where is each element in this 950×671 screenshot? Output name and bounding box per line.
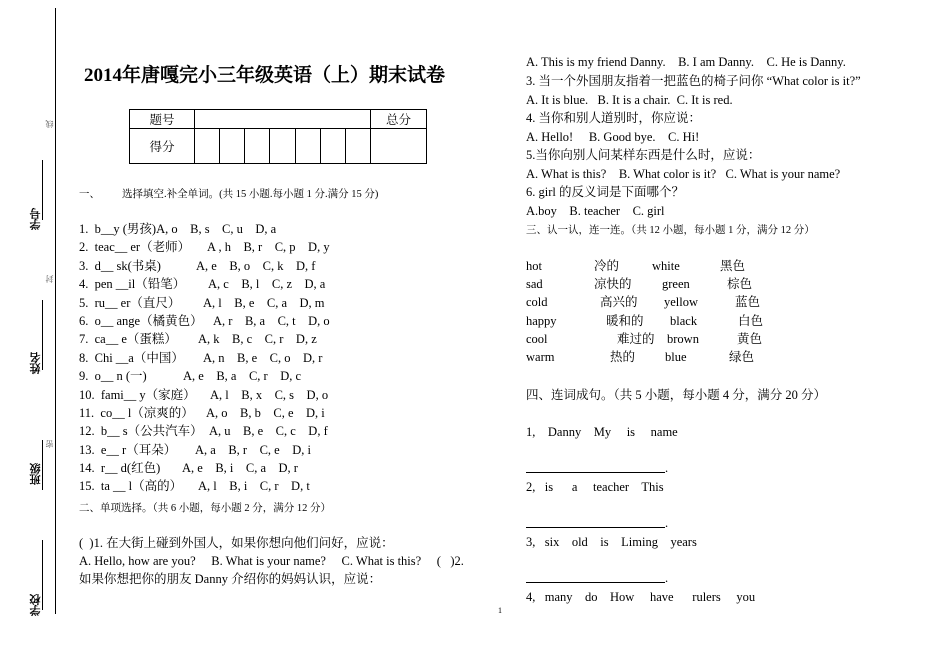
answer-blank-period: . <box>665 571 669 585</box>
section2-q2-options: A. This is my friend Danny. B. I am Danny. C. He is Danny. <box>526 55 846 69</box>
section2-q2: 如果你想把你的朋友 Danny 介绍你的妈妈认识，应说： <box>79 572 382 586</box>
question-text: 14. r__ d(红色) <box>79 461 161 476</box>
score-table-score-label: 得分 <box>130 129 195 164</box>
match-color-cn[interactable]: 黑色 <box>720 259 746 273</box>
question-options: A, o B, s C, u D, a <box>156 222 277 236</box>
score-cell[interactable] <box>195 129 220 164</box>
margin-label-school: 学校 <box>29 594 42 616</box>
margin-label-student-no: 学号 <box>29 208 42 230</box>
question-text: 8. Chi __a（中国） <box>79 350 184 365</box>
score-cell[interactable] <box>220 129 245 164</box>
match-word[interactable]: sad <box>526 277 543 291</box>
question-options: A, u B, e C, c D, f <box>209 424 328 439</box>
match-meaning[interactable]: 暖和的 <box>606 314 644 328</box>
match-word[interactable]: cool <box>526 332 548 346</box>
match-color[interactable]: yellow <box>664 295 699 309</box>
score-table-header-label: 题号 <box>130 110 195 129</box>
section2-q1-options: A. Hello, how are you? B. What is your name? C. What is this? ( )2. <box>79 554 464 568</box>
binding-line <box>55 8 56 614</box>
section2-q4-options: A. Hello! B. Good bye. C. Hi! <box>526 130 700 144</box>
question-text: 4. pen __il（铅笔） <box>79 277 186 292</box>
list-item <box>79 441 311 459</box>
match-meaning[interactable]: 高兴的 <box>600 295 638 309</box>
question-text: 2. teac__ er（老师） <box>79 240 191 255</box>
question-text: 15. ta __ l（高的） <box>79 479 183 494</box>
question-text: 5. ru__ er（直尺） <box>79 295 181 310</box>
section2-q4: 4. 当你和别人道别时，你应说： <box>526 111 702 125</box>
section1-heading <box>79 186 378 201</box>
answer-blank-period: . <box>665 516 669 530</box>
match-word[interactable]: happy <box>526 314 557 328</box>
match-meaning[interactable]: 凉快的 <box>594 277 632 291</box>
list-item <box>79 257 316 275</box>
match-meaning[interactable]: 难过的 <box>617 332 655 346</box>
section4-item: 4, many do How have rulers you <box>526 590 756 604</box>
question-options: A, l B, x C, s D, o <box>210 387 329 402</box>
question-options: A , h B, r C, p D, y <box>207 240 330 255</box>
score-table <box>129 109 427 164</box>
section4-heading: 四、连词成句。（共 5 小题，每小题 4 分，满分 20 分） <box>526 388 827 402</box>
question-text: 10. fami__ y（家庭） <box>79 387 196 402</box>
section4-item: 3, six old is Liming years <box>526 535 697 549</box>
list-item <box>79 477 310 495</box>
section2-q3-options: A. It is blue. B. It is a chair. C. It is red. <box>526 93 733 107</box>
section2-q5: 5.当你向别人问某样东西是什么时，应说： <box>526 148 761 162</box>
question-text: 13. e__ r（耳朵） <box>79 442 177 457</box>
answer-blank[interactable] <box>526 472 665 473</box>
question-options: A, c B, l C, z D, a <box>208 277 326 292</box>
match-word[interactable]: cold <box>526 295 548 309</box>
list-item <box>79 404 325 422</box>
score-cell[interactable] <box>245 129 270 164</box>
score-cell-total[interactable] <box>371 129 427 164</box>
list-item <box>79 422 328 440</box>
list-item <box>79 294 325 312</box>
list-item <box>79 238 330 256</box>
match-color[interactable]: brown <box>667 332 699 346</box>
question-text: 11. co__ l（凉爽的） <box>79 405 194 420</box>
question-text: 6. o__ ange（橘黄色） <box>79 313 203 328</box>
section1-heading-num: 一、 <box>79 189 100 200</box>
list-item <box>79 367 302 385</box>
question-text: 9. o__ n (一) <box>79 369 147 384</box>
list-item <box>79 312 330 330</box>
match-color[interactable]: black <box>670 314 698 328</box>
score-table-total-label: 总分 <box>371 110 427 129</box>
question-options: A, e B, o C, k D, f <box>196 258 316 273</box>
question-options: A, l B, e C, a D, m <box>203 295 325 310</box>
score-table-header-cell <box>195 110 371 129</box>
question-text: 3. d__ sk(书桌) <box>79 258 161 273</box>
list-item <box>79 349 323 367</box>
match-color-cn[interactable]: 黄色 <box>737 332 763 346</box>
question-text: 1. b__y (男孩) <box>79 222 157 236</box>
margin-label-class: 班级 <box>29 463 42 485</box>
match-color[interactable]: green <box>662 277 690 291</box>
answer-blank[interactable] <box>526 527 665 528</box>
match-meaning[interactable]: 冷的 <box>594 259 620 273</box>
list-item <box>79 330 317 348</box>
page-title: 2014年唐嘎完小三年级英语（上）期末试卷 <box>84 65 446 86</box>
section4-item: 1, Danny My is name <box>526 425 678 439</box>
match-meaning[interactable]: 热的 <box>610 350 636 364</box>
score-cell[interactable] <box>295 129 320 164</box>
section2-q5-options: A. What is this? B. What color is it? C. What is your name? <box>526 167 841 181</box>
question-options: A, r B, a C, t D, o <box>213 313 330 328</box>
list-item <box>79 459 298 477</box>
score-cell[interactable] <box>270 129 295 164</box>
page-number: 1 <box>498 606 502 615</box>
question-options: A, a B, r C, e D, i <box>195 442 311 457</box>
section1-list <box>79 220 330 496</box>
score-cell[interactable] <box>345 129 370 164</box>
match-word[interactable]: warm <box>526 350 555 364</box>
question-options: A, o B, b C, e D, i <box>206 405 325 420</box>
match-color[interactable]: blue <box>665 350 687 364</box>
section2-q3: 3. 当一个外国朋友指着一把蓝色的椅子问你 “What color is it?” <box>526 74 861 88</box>
margin-mark-seal: 封 <box>45 275 54 283</box>
section1-heading-text: 选择填空.补全单词。(共 15 小题.每小题 1 分.满分 15 分) <box>122 189 379 200</box>
section3-heading: 三、认一认，连一连。（共 12 小题，每小题 1 分，满分 12 分） <box>526 225 815 236</box>
question-text: 12. b__ s（公共汽车） <box>79 424 203 439</box>
margin-mark-line: 线 <box>45 120 54 128</box>
match-word[interactable]: hot <box>526 259 542 273</box>
match-color-cn[interactable]: 蓝色 <box>735 295 761 309</box>
list-item <box>79 386 329 404</box>
question-options: A, e B, a C, r D, c <box>183 369 302 384</box>
answer-blank-period: . <box>665 461 669 475</box>
section2-q6-options: A.boy B. teacher C. girl <box>526 204 665 218</box>
question-text: 7. ca__ e（蛋糕） <box>79 332 177 347</box>
section2-heading: 二、单项选择。（共 6 小题，每小题 2 分，满分 12 分） <box>79 503 331 514</box>
question-options: A, k B, c C, r D, z <box>198 332 317 347</box>
section4-item: 2, is a teacher This <box>526 480 664 494</box>
list-item <box>79 275 326 293</box>
question-options: A, e B, i C, a D, r <box>182 461 298 476</box>
list-item <box>79 220 277 238</box>
match-color[interactable]: white <box>652 259 680 273</box>
answer-blank[interactable] <box>526 582 665 583</box>
match-color-cn[interactable]: 白色 <box>738 314 764 328</box>
question-options: A, l B, i C, r D, t <box>198 479 310 494</box>
margin-mark-seal2: 密 <box>45 440 54 448</box>
question-options: A, n B, e C, o D, r <box>203 350 323 365</box>
match-color-cn[interactable]: 棕色 <box>727 277 753 291</box>
score-cell[interactable] <box>320 129 345 164</box>
section2-q6: 6. girl 的反义词是下面哪个？ <box>526 185 684 199</box>
margin-label-name: 姓名 <box>29 352 42 374</box>
match-color-cn[interactable]: 绿色 <box>729 350 755 364</box>
section2-q1: ( )1. 在大街上碰到外国人，如果你想向他们问好，应说： <box>79 536 394 550</box>
